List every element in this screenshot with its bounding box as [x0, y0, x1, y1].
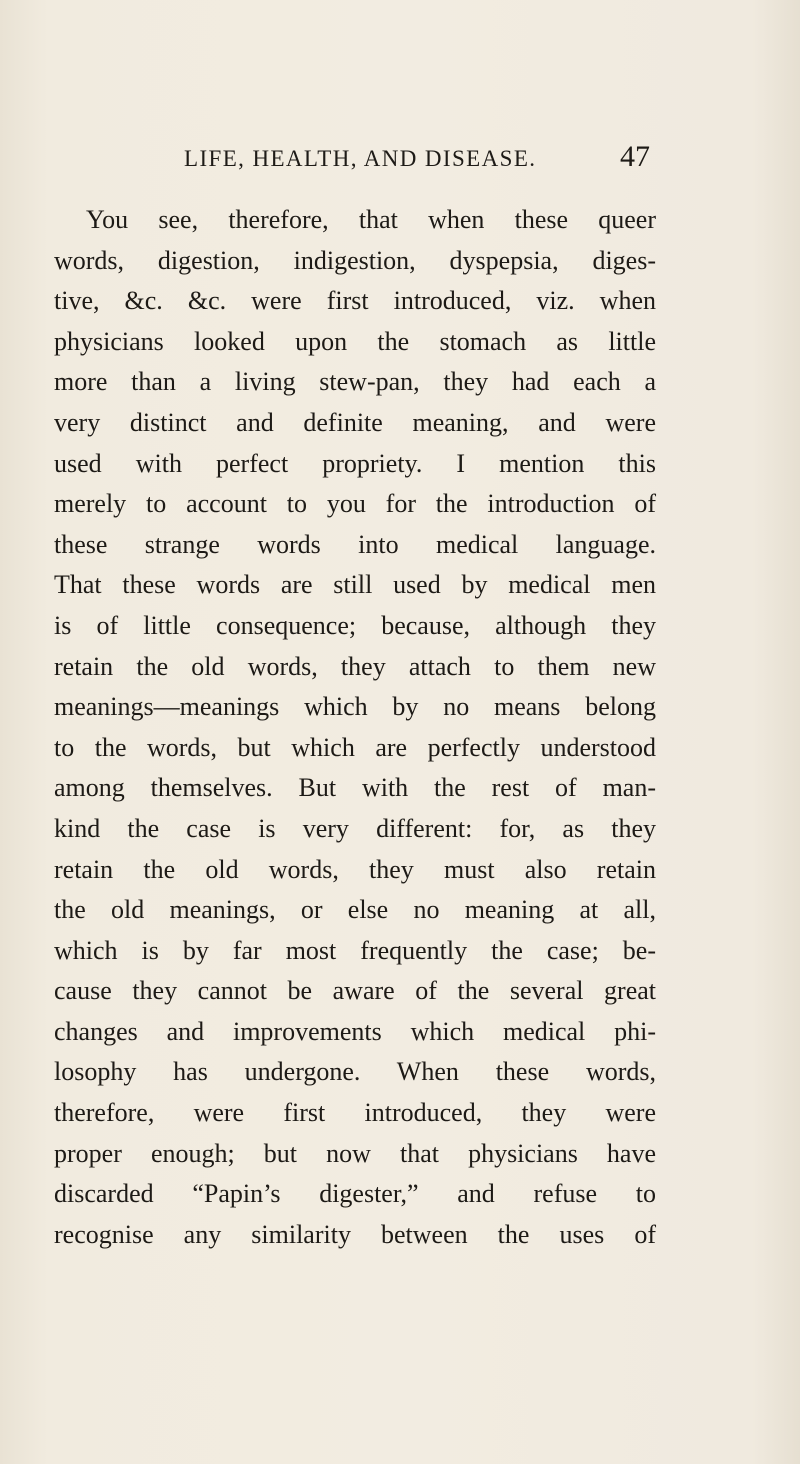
running-head — [184, 142, 654, 182]
text-line: more than a living stew-pan, they had each a — [54, 367, 656, 397]
text-line: is of little consequence; because, although they — [54, 610, 656, 640]
text-line: therefore, were first introduced, they were — [54, 1098, 656, 1128]
text-line: retain the old words, they must also retain — [54, 854, 656, 884]
text-line: which is by far most frequently the case; be- — [54, 935, 656, 965]
text-line: That these words are still used by medical men — [54, 570, 656, 600]
text-line: the old meanings, or else no meaning at all, — [54, 895, 656, 925]
text-line: losophy has undergone. When these words, — [54, 1057, 656, 1087]
text-line: among themselves. But with the rest of man- — [54, 773, 656, 803]
text-line: meanings—meanings which by no means belong — [54, 692, 656, 722]
text-line: very distinct and definite meaning, and were — [54, 407, 656, 437]
text-line: used with perfect propriety. I mention this — [54, 448, 656, 478]
text-line: You see, therefore, that when these queer — [86, 205, 656, 234]
text-line: kind the case is very different: for, as they — [54, 813, 656, 843]
text-line: tive, &c. &c. were first introduced, viz. when — [54, 286, 656, 316]
text-line: physicians looked upon the stomach as little — [54, 326, 656, 356]
text-line: discarded “Papin’s digester,” and refuse to — [54, 1179, 656, 1209]
text-line: these strange words into medical language. — [54, 529, 656, 559]
text-line: retain the old words, they attach to them new — [54, 651, 656, 681]
text-line: changes and improvements which medical phi- — [54, 1016, 656, 1046]
page-number: 47 — [620, 140, 650, 173]
text-line: recognise any similarity between the uses of — [54, 1219, 656, 1249]
body-text — [54, 200, 656, 1255]
text-line: to the words, but which are perfectly understood — [54, 732, 656, 762]
text-line: words, digestion, indigestion, dyspepsia, diges- — [54, 245, 656, 275]
text-line: proper enough; but now that physicians have — [54, 1138, 656, 1168]
text-line: cause they cannot be aware of the several great — [54, 976, 656, 1006]
text-line: merely to account to you for the introduction of — [54, 489, 656, 519]
running-title: LIFE, HEALTH, AND DISEASE. — [184, 146, 537, 171]
